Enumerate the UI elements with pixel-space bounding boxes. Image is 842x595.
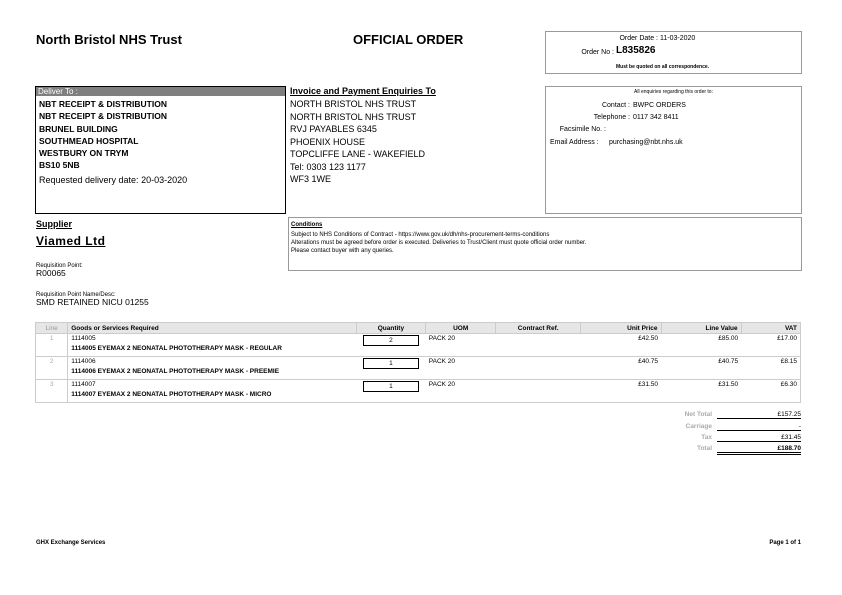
- unit-price-cell: £42.50: [581, 334, 661, 357]
- order-info-box: [545, 31, 802, 74]
- col-header-line-value: Line Value: [661, 323, 741, 334]
- total-value: £188.70: [717, 445, 801, 455]
- invoice-address-line: PHOENIX HOUSE: [290, 136, 366, 147]
- line-number: 1: [36, 334, 68, 357]
- delivery-address-line: BRUNEL BUILDING: [39, 123, 118, 134]
- delivery-address-line: NBT RECEIPT & DISTRIBUTION: [39, 99, 167, 109]
- goods-cell: [68, 357, 356, 380]
- quantity-value: 2: [363, 335, 419, 346]
- invoice-address-line: TOPCLIFFE LANE - WAKEFIELD: [290, 149, 426, 159]
- line-number: 2: [36, 357, 68, 380]
- col-header-goods: Goods or Services Required: [68, 323, 356, 334]
- supplier-label: Supplier: [36, 219, 73, 229]
- condition-line: Please contact buyer with any queries.: [291, 248, 394, 254]
- invoice-address-line: NORTH BRISTOL NHS TRUST: [290, 111, 417, 122]
- table-row: [36, 380, 801, 403]
- goods-cell: [68, 380, 356, 403]
- vat-cell: £6.30: [741, 380, 800, 403]
- col-header-quantity: Quantity: [356, 323, 426, 334]
- contract-cell: [496, 357, 581, 380]
- invoice-section: [290, 86, 436, 186]
- item-code: 1114006: [71, 358, 96, 365]
- uom-cell: PACK 20: [426, 357, 496, 380]
- telephone-value: 0117 342 8411: [633, 114, 679, 121]
- document-title: OFFICIAL ORDER: [353, 32, 464, 47]
- quote-note: Must be quoted on all correspondence.: [616, 64, 710, 70]
- condition-line: Subject to NHS Conditions of Contract - https://www.gov.uk/dh/nhs-procurement-terms-conditions: [291, 232, 550, 238]
- conditions-label: Conditions: [291, 222, 323, 228]
- delivery-address-line: NBT RECEIPT & DISTRIBUTION: [39, 111, 167, 122]
- quantity-value: 1: [363, 358, 419, 369]
- email-value: purchasing@nbt.nhs.uk: [609, 139, 683, 146]
- requisition-desc-label: Requisition Point Name/Desc:: [36, 292, 116, 298]
- requisition-point-label: Requisition Point:: [36, 263, 83, 269]
- table-row: [36, 334, 801, 357]
- col-header-contract: Contract Ref.: [496, 323, 581, 334]
- footer-left: GHX Exchange Services: [36, 540, 106, 546]
- fax-label: Facsimile No. :: [559, 126, 606, 133]
- quantity-cell: [356, 357, 426, 380]
- line-value-cell: £31.50: [661, 380, 741, 403]
- deliver-to-label: Deliver To :: [36, 87, 285, 96]
- contract-cell: [496, 334, 581, 357]
- order-items-table: [35, 322, 801, 403]
- supplier-name: Viamed Ltd: [36, 234, 106, 248]
- col-header-unit-price: Unit Price: [581, 323, 661, 334]
- deliver-to-box: [35, 86, 286, 214]
- page-number: Page 1 of 1: [769, 540, 801, 546]
- enquiries-box: [545, 86, 802, 214]
- telephone-label: Telephone :: [593, 114, 630, 121]
- condition-line: Alterations must be agreed before order is executed. Deliveries to Trust/Client must quote official order number.: [291, 240, 587, 246]
- order-date: 11-03-2020: [660, 35, 696, 42]
- delivery-address-line: SOUTHMEAD HOSPITAL: [39, 135, 139, 146]
- vat-cell: £8.15: [741, 357, 800, 380]
- order-no-label: Order No :: [581, 49, 614, 56]
- item-code: 1114005: [71, 335, 96, 342]
- contact-label: Contact :: [601, 102, 630, 109]
- net-total-value: £157.25: [717, 411, 801, 419]
- quantity-cell: [356, 380, 426, 403]
- item-description: 1114007 EYEMAX 2 NEONATAL PHOTOTHERAPY MASK - MICRO: [71, 391, 272, 398]
- table-header-row: [36, 323, 801, 334]
- contract-cell: [496, 380, 581, 403]
- invoice-label: Invoice and Payment Enquiries To: [290, 86, 436, 96]
- contact-value: BWPC ORDERS: [633, 102, 686, 109]
- total-label: Total: [696, 445, 712, 452]
- tax-value: £31.45: [717, 434, 801, 442]
- tax-label: Tax: [701, 434, 712, 441]
- uom-cell: PACK 20: [426, 380, 496, 403]
- unit-price-cell: £40.75: [581, 357, 661, 380]
- delivery-address-line: BS10 5NB: [39, 160, 80, 171]
- quantity-value: 1: [363, 381, 419, 392]
- vat-cell: £17.00: [741, 334, 800, 357]
- conditions-box: [288, 217, 802, 271]
- invoice-address-line: RVJ PAYABLES 6345: [290, 124, 377, 134]
- order-date-label: Order Date :: [619, 35, 658, 42]
- line-number: 3: [36, 380, 68, 403]
- invoice-address-line: WF3 1WE: [290, 174, 332, 184]
- uom-cell: PACK 20: [426, 334, 496, 357]
- trust-name: North Bristol NHS Trust: [36, 32, 182, 47]
- col-header-vat: VAT: [741, 323, 800, 334]
- order-number: L835826: [616, 45, 656, 56]
- goods-cell: [68, 334, 356, 357]
- item-code: 1114007: [71, 381, 96, 388]
- invoice-address-line: NORTH BRISTOL NHS TRUST: [290, 99, 417, 109]
- carriage-value: -: [717, 423, 801, 431]
- requisition-point: R00065: [36, 268, 66, 278]
- delivery-address: [39, 98, 167, 172]
- requested-delivery-date: Requested delivery date: 20-03-2020: [39, 175, 188, 185]
- carriage-label: Carriage: [685, 423, 712, 430]
- invoice-address-line: Tel: 0303 123 1177: [290, 161, 366, 172]
- line-value-cell: £85.00: [661, 334, 741, 357]
- col-header-uom: UOM: [426, 323, 496, 334]
- email-label: Email Address :: [550, 139, 599, 146]
- table-row: [36, 357, 801, 380]
- unit-price-cell: £31.50: [581, 380, 661, 403]
- quantity-cell: [356, 334, 426, 357]
- net-total-label: Net Total: [684, 411, 712, 418]
- enquiries-note: All enquiries regarding this order to:: [634, 89, 713, 95]
- item-description: 1114005 EYEMAX 2 NEONATAL PHOTOTHERAPY MASK - REGULAR: [71, 345, 282, 352]
- col-header-line: Line: [36, 323, 68, 334]
- item-description: 1114006 EYEMAX 2 NEONATAL PHOTOTHERAPY MASK - PREEMIE: [71, 368, 280, 375]
- line-value-cell: £40.75: [661, 357, 741, 380]
- requisition-desc: SMD RETAINED NICU 01255: [36, 297, 149, 307]
- delivery-address-line: WESTBURY ON TRYM: [39, 148, 129, 159]
